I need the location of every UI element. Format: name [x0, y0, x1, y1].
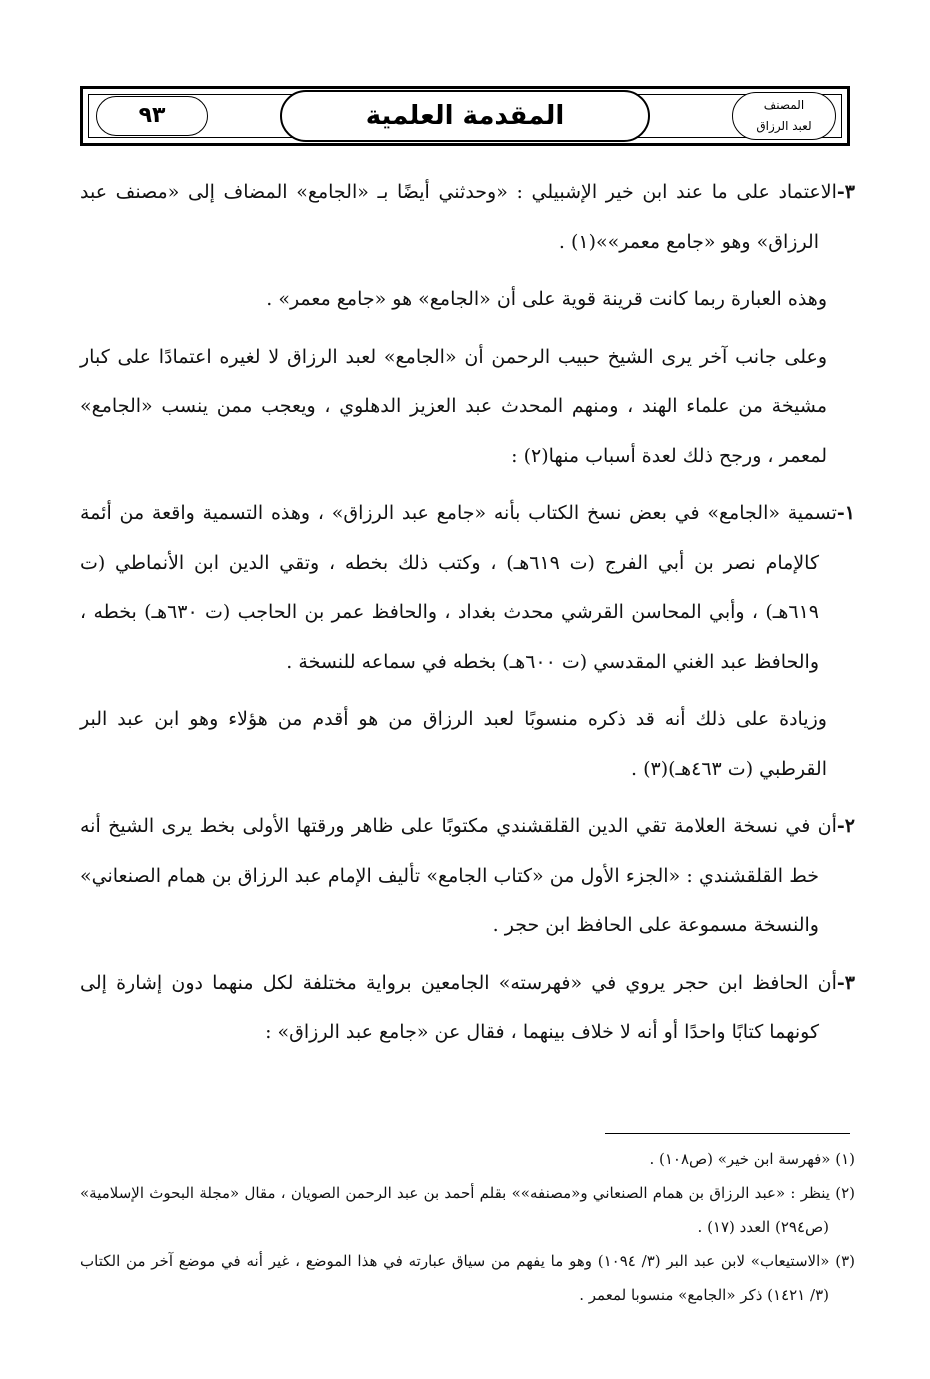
item-number: ١- [836, 502, 855, 524]
book-logo [732, 92, 836, 140]
paragraph-4 [80, 489, 855, 687]
page-header [80, 86, 850, 146]
paragraph-text: تسمية «الجامع» في بعض نسخ الكتاب بأنه «جامع عبد الرزاق» ، وهذه التسمية واقعة من أئمة كالإمام نصر بن أبي الفرج (ت ٦١٩هـ) ، وكتب ذلك بخطه ، وتقي الدين ابن الأنماطي (ت ٦١٩هـ) ، وأبي المحاسن القرشي محدث بغداد ، والحافظ عمر بن الحاجب (ت ٦٣٠هـ) بخطه ، والحافظ عبد الغني المقدسي (ت ٦٠٠هـ) بخطه في سماعه للنسخة . [80, 502, 837, 673]
running-title: المقدمة العلمية [280, 90, 650, 142]
main-text [80, 168, 855, 1066]
paragraph-text: أن في نسخة العلامة تقي الدين القلقشندي مكتوبًا على ظاهر ورقتها الأولى بخط يرى الشيخ أنه خط القلقشندي : «الجزء الأول من «كتاب الجامع» تأليف الإمام عبد الرزاق بن همام الصنعاني» والنسخة مسموعة على الحافظ ابن حجر . [80, 815, 837, 936]
item-number: ٣- [836, 181, 855, 203]
item-number: ٢- [836, 815, 855, 837]
paragraph-text: أن الحافظ ابن حجر يروي في «فهرسته» الجامعين برواية مختلفة لكل منهما دون إشارة إلى كونهما كتابًا واحدًا أو أنه لا خلاف بينهما ، فقال عن «جامع عبد الرزاق» : [80, 971, 837, 1043]
paragraph-5: وزيادة على ذلك أنه قد ذكره منسوبًا لعبد الرزاق من هو أقدم من هؤلاء وهو ابن عبد البر القرطبي (ت ٤٦٣هـ)(٣) . [80, 708, 827, 780]
logo-line-2: لعبد الرزاق [756, 119, 812, 133]
paragraph-3: وعلى جانب آخر يرى الشيخ حبيب الرحمن أن «الجامع» لعبد الرزاق لا لغيره اعتمادًا على كبار مشيخة من علماء الهند ، ومنهم المحدث عبد العزيز الدهلوي ، ويعجب ممن ينسب «الجامع» لمعمر ، ورجح ذلك لعدة أسباب منها(٢) : [80, 345, 827, 467]
paragraph-6 [80, 802, 855, 951]
paragraph-1 [80, 168, 855, 267]
paragraph-text: الاعتماد على ما عند ابن خير الإشبيلي : «وحدثني أيضًا بـ «الجامع» المضاف إلى «مصنف عبد الرزاق» وهو «جامع معمر»»(١) . [80, 181, 837, 253]
footnote-separator [605, 1133, 850, 1134]
footnote-2: (٢) ينظر : «عبد الرزاق بن همام الصنعاني و«مصنفه»» بقلم أحمد بن عبد الرحمن الصويان ، مقال «مجلة البحوث الإسلامية» (ص٢٩٤) العدد (١٧) . [80, 1184, 855, 1236]
footnote-1: (١) «فهرسة ابن خير» (ص١٠٨) . [649, 1150, 855, 1168]
paragraph-2: وهذه العبارة ربما كانت قرينة قوية على أن «الجامع» هو «جامع معمر» . [266, 288, 827, 310]
item-number: ٣- [836, 971, 855, 994]
footnotes [80, 1142, 855, 1312]
footnote-3: (٣) «الاستيعاب» لابن عبد البر (٣/ ١٠٩٤) وهو ما يفهم من سياق عبارته في هذا الموضع ، غير أنه في موضع آخر من الكتاب (٣/ ١٤٢١) ذكر «الجامع» منسوبا لمعمر . [80, 1252, 855, 1304]
page-number: ٩٣ [96, 96, 208, 136]
logo-line-1: المصنف [763, 98, 805, 112]
paragraph-7 [80, 959, 855, 1058]
